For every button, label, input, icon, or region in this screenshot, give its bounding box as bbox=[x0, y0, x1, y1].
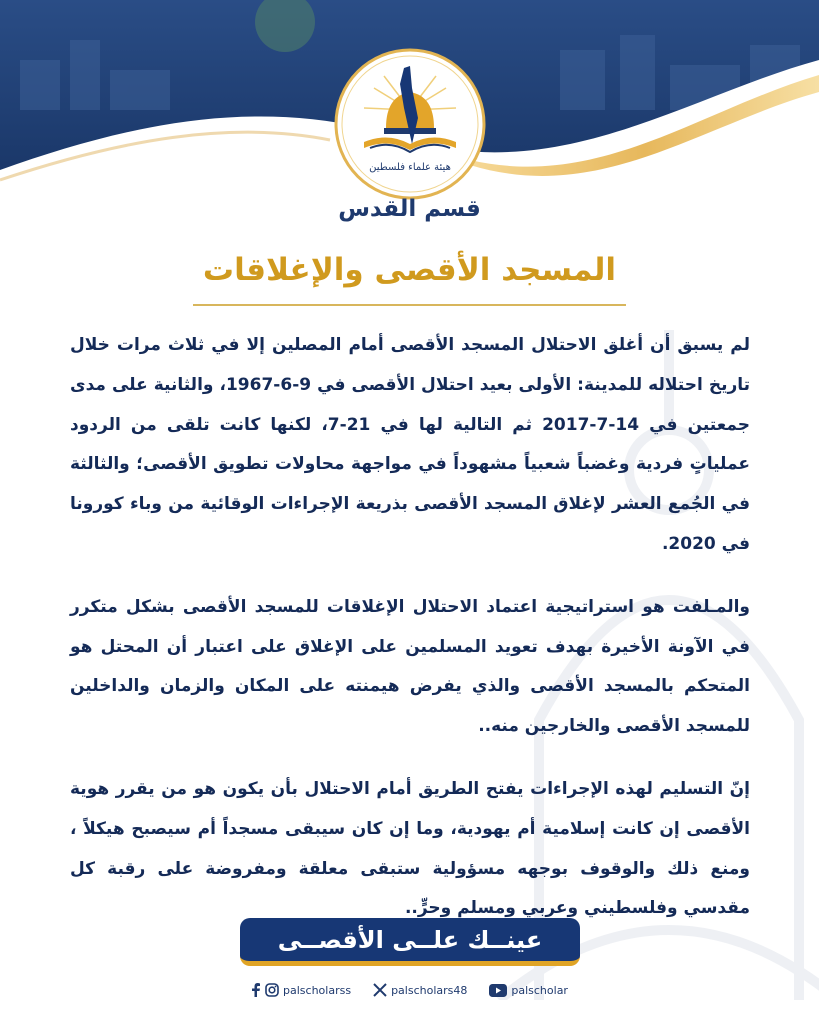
article-body bbox=[70, 326, 750, 952]
title-divider bbox=[193, 304, 626, 306]
social-youtube[interactable] bbox=[489, 984, 568, 997]
social-handle[interactable]: palscholar bbox=[511, 983, 568, 997]
x-icon[interactable] bbox=[373, 983, 387, 997]
logo-caption: هيئة علماء فلسطين bbox=[369, 162, 451, 173]
instagram-icon[interactable] bbox=[265, 983, 279, 997]
social-handle[interactable]: palscholars48 bbox=[391, 983, 468, 997]
social-links bbox=[0, 983, 819, 997]
slogan-banner bbox=[240, 918, 580, 966]
social-x[interactable] bbox=[373, 983, 467, 997]
paragraph-2: والمـلفت هو استراتيجية اعتماد الاحتلال الإغلاقات للمسجد الأقصى بشكل متكرر في الآونة الأخيرة بهدف تعويد المسلمين على الإغلاق على اعتبار أن المحتل هو المتحكم بالمسجد الأقصى والذي يفرض هيمنته على المكان والزمان والداخلين للمسجد الأقصى والخارجين منه.. bbox=[70, 596, 750, 737]
paragraph-1: لم يسبق أن أغلق الاحتلال المسجد الأقصى أمام المصلين إلا في ثلاث مرات خلال تاريخ احتلاله للمدينة: الأولى بعيد احتلال الأقصى في 9-6-1967، والثانية على مدى جمعتين في 14-7-2017 ثم التالية لها في 21-7، لكنها كانت تلقى من الردود عملياتٍ فردية وغضباً شعبياً مشهوداً في مواجهة محاولات تطويق الأقصى؛ والثالثة في الجُمع العشر لإغلاق المسجد الأقصى بذريعة الإجراءات الوقائية من وباء كورونا في 2020. bbox=[70, 335, 751, 554]
youtube-icon[interactable] bbox=[489, 984, 507, 997]
paragraph-3: إنّ التسليم لهذه الإجراءات يفتح الطريق أمام الاحتلال بأن يكون هو من يقرر هوية الأقصى إن كانت إسلامية أم يهودية، وما إن كان سيبقى مسجداً أم سيصبح هيكلاً ، ومنع ذلك والوقوف بوجهه مسؤولية ستبقى معلقة ومفروضة على رقبة كل مقدسي وفلسطيني وعربي ومسلم وحرٍّ.. bbox=[70, 778, 750, 919]
slogan-text: عينــك علــى الأقصــى bbox=[277, 925, 543, 954]
social-handle[interactable]: palscholarss bbox=[283, 983, 352, 997]
main-title: المسجد الأقصى والإغلاقات bbox=[202, 252, 617, 288]
social-facebook-instagram[interactable] bbox=[251, 983, 351, 997]
organization-logo bbox=[334, 48, 486, 200]
facebook-icon[interactable] bbox=[251, 983, 261, 997]
section-title: قسم القدس bbox=[338, 196, 481, 222]
